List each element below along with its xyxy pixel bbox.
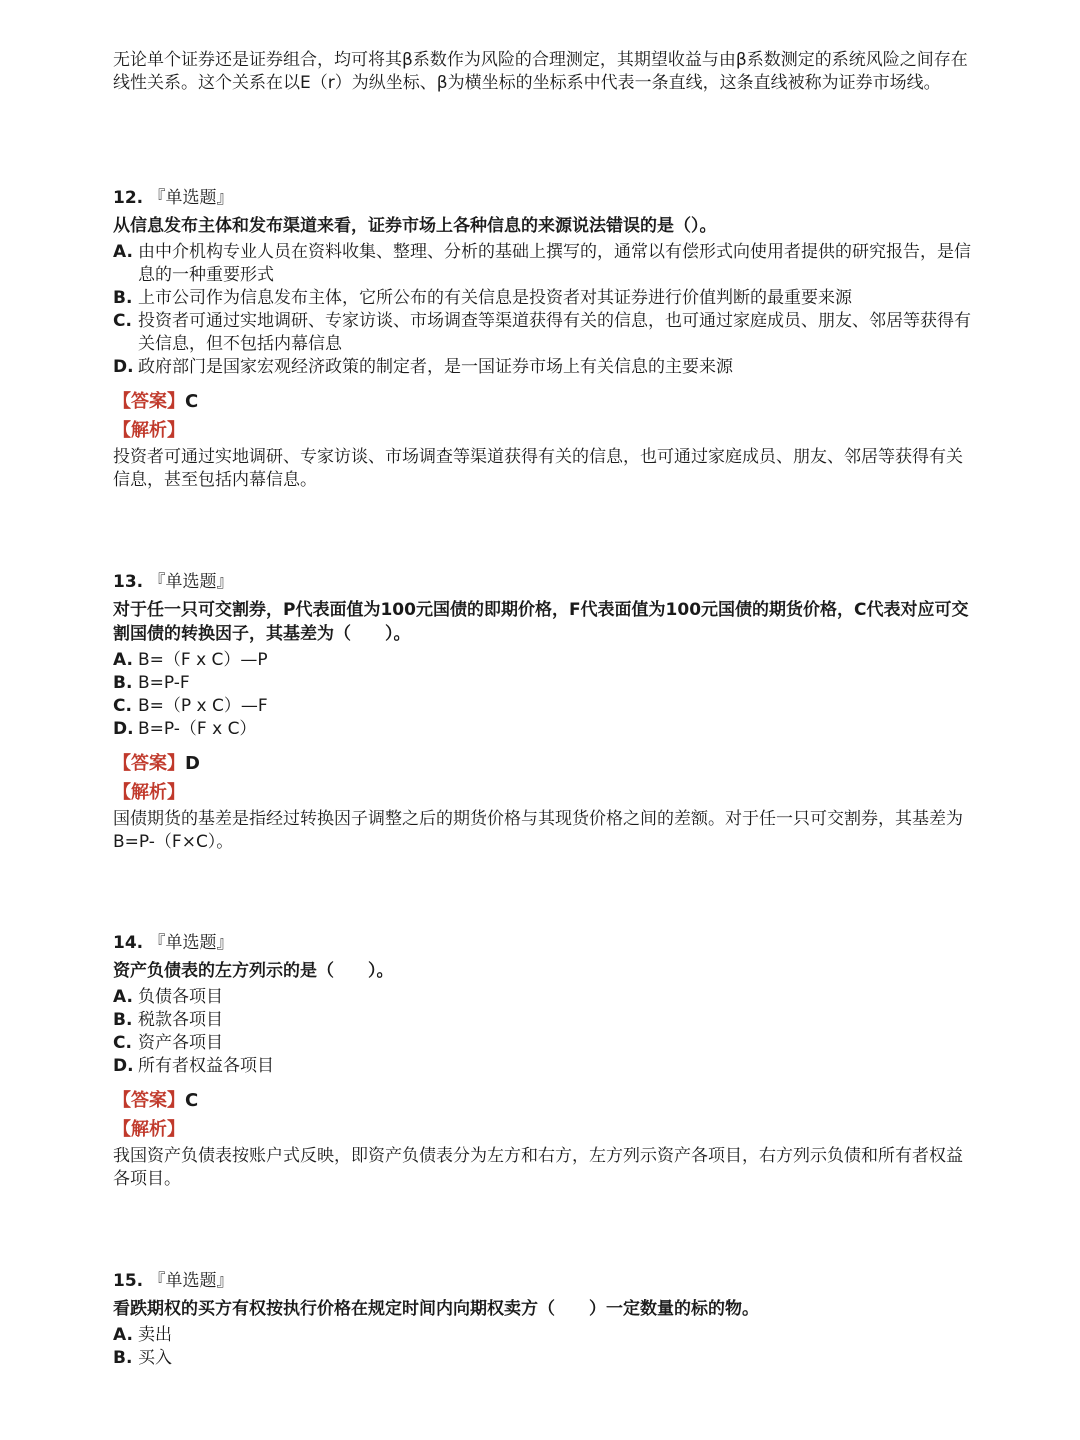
- option-letter: B.: [113, 673, 133, 693]
- answer-value: D: [185, 753, 200, 774]
- analysis-label: 【解析】: [113, 782, 185, 803]
- option-text: 负债各项目: [138, 987, 223, 1007]
- option-a: [113, 986, 973, 1009]
- option-text: 卖出: [138, 1325, 172, 1345]
- analysis-label: 【解析】: [113, 420, 185, 441]
- answer-line: [113, 389, 973, 415]
- analysis-label: 【解析】: [113, 1119, 185, 1140]
- question-number: 13.: [113, 572, 144, 592]
- question-number: 14.: [113, 933, 144, 953]
- question-header: [113, 1269, 973, 1293]
- option-text: B=P-（F x C）: [138, 719, 257, 739]
- option-text: B=（F x C）—P: [138, 650, 268, 670]
- option-b: [113, 1009, 973, 1032]
- question-type: 『单选题』: [148, 572, 234, 592]
- answer-line: [113, 751, 973, 777]
- answer-value: C: [185, 1090, 199, 1111]
- question-stem: 对于任一只可交割券，P代表面值为100元国债的即期价格，F代表面值为100元国债的期货价格，C代表对应可交割国债的转换因子，其基差为（ ）。: [113, 600, 969, 644]
- option-letter: A.: [113, 987, 133, 1007]
- answer-label: 【答案】: [113, 753, 185, 774]
- option-b: [113, 672, 973, 695]
- analysis-line: [113, 418, 973, 444]
- option-text: 买入: [138, 1348, 172, 1368]
- option-c: [113, 695, 973, 718]
- analysis-text: 国债期货的基差是指经过转换因子调整之后的期货价格与其现货价格之间的差额。对于任一只可交割券，其基差为B=P-（F×C）。: [113, 809, 963, 852]
- option-a: [113, 241, 973, 287]
- question-13: [113, 570, 973, 854]
- question-12: [113, 186, 973, 492]
- question-stem: 资产负债表的左方列示的是（ ）。: [113, 961, 394, 981]
- option-text: 政府部门是国家宏观经济政策的制定者，是一国证券市场上有关信息的主要来源: [138, 357, 733, 377]
- analysis-text: 我国资产负债表按账户式反映，即资产负债表分为左方和右方，左方列示资产各项目，右方列示负债和所有者权益各项目。: [113, 1146, 963, 1189]
- question-header: [113, 931, 973, 955]
- option-letter: B.: [113, 1348, 133, 1368]
- question-number: 15.: [113, 1271, 144, 1291]
- intro-block: [113, 49, 973, 95]
- option-a: [113, 649, 973, 672]
- option-text: B=P-F: [138, 673, 190, 693]
- question-header: [113, 570, 973, 594]
- answer-label: 【答案】: [113, 1090, 185, 1111]
- option-letter: A.: [113, 242, 133, 262]
- option-letter: D.: [113, 719, 134, 739]
- intro-paragraph: 无论单个证券还是证券组合，均可将其β系数作为风险的合理测定，其期望收益与由β系数测定的系统风险之间存在线性关系。这个关系在以E（r）为纵坐标、β为横坐标的坐标系中代表一条直线，这条直线被称为证券市场线。: [113, 50, 968, 93]
- option-b: [113, 287, 973, 310]
- analysis-line: [113, 780, 973, 806]
- question-header: [113, 186, 973, 210]
- option-text: 由中介机构专业人员在资料收集、整理、分析的基础上撰写的，通常以有偿形式向使用者提供的研究报告，是信息的一种重要形式: [138, 242, 971, 285]
- option-letter: C.: [113, 696, 132, 716]
- option-c: [113, 1032, 973, 1055]
- option-letter: B.: [113, 288, 133, 308]
- question-type: 『单选题』: [148, 933, 234, 953]
- answer-value: C: [185, 391, 199, 412]
- question-type: 『单选题』: [148, 1271, 234, 1291]
- option-letter: C.: [113, 1033, 132, 1053]
- analysis-text: 投资者可通过实地调研、专家访谈、市场调查等渠道获得有关的信息，也可通过家庭成员、朋友、邻居等获得有关信息，甚至包括内幕信息。: [113, 447, 963, 490]
- option-letter: D.: [113, 357, 134, 377]
- answer-line: [113, 1088, 973, 1114]
- question-stem: 从信息发布主体和发布渠道来看，证券市场上各种信息的来源说法错误的是（）。: [113, 216, 717, 236]
- question-14: [113, 931, 973, 1191]
- option-text: 税款各项目: [138, 1010, 223, 1030]
- option-d: [113, 1055, 973, 1078]
- question-15: [113, 1269, 973, 1370]
- option-d: [113, 718, 973, 741]
- option-text: 所有者权益各项目: [138, 1056, 274, 1076]
- option-letter: C.: [113, 311, 132, 331]
- question-type: 『单选题』: [148, 188, 234, 208]
- option-b: [113, 1347, 973, 1370]
- option-a: [113, 1324, 973, 1347]
- answer-label: 【答案】: [113, 391, 185, 412]
- option-letter: A.: [113, 650, 133, 670]
- option-c: [113, 310, 973, 356]
- option-letter: A.: [113, 1325, 133, 1345]
- option-text: 投资者可通过实地调研、专家访谈、市场调查等渠道获得有关的信息，也可通过家庭成员、朋友、邻居等获得有关信息，但不包括内幕信息: [138, 311, 971, 354]
- analysis-line: [113, 1117, 973, 1143]
- option-letter: B.: [113, 1010, 133, 1030]
- option-d: [113, 356, 973, 379]
- question-stem: 看跌期权的买方有权按执行价格在规定时间内向期权卖方（ ）一定数量的标的物。: [113, 1299, 759, 1319]
- option-text: B=（P x C）—F: [138, 696, 268, 716]
- option-text: 资产各项目: [138, 1033, 223, 1053]
- option-text: 上市公司作为信息发布主体，它所公布的有关信息是投资者对其证券进行价值判断的最重要来源: [138, 288, 852, 308]
- question-number: 12.: [113, 188, 144, 208]
- option-letter: D.: [113, 1056, 134, 1076]
